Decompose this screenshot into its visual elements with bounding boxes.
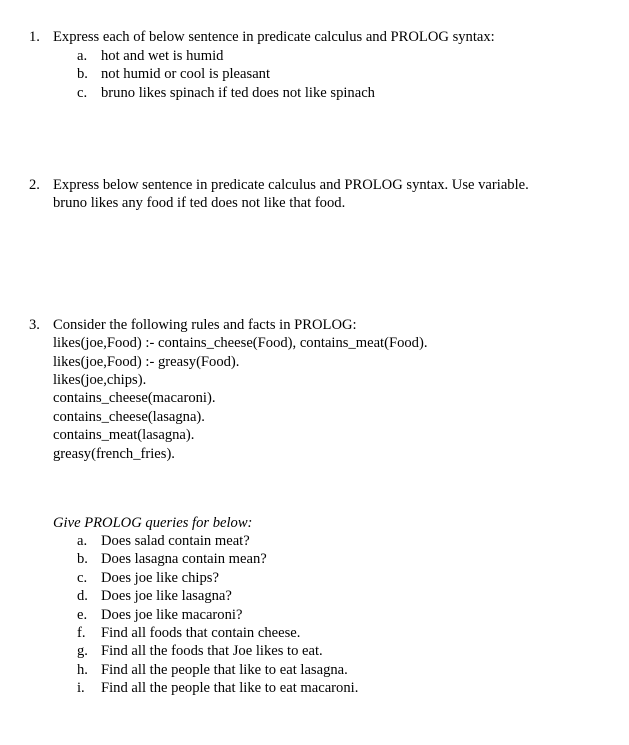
query-text: Does lasagna contain mean? [101, 551, 267, 567]
query-text: Does joe like macaroni? [101, 607, 243, 623]
query-text: Find all foods that contain cheese. [101, 625, 301, 641]
query-letter: a. [77, 533, 88, 549]
question-1-item-letter: c. [77, 85, 88, 101]
question-1-item-text: not humid or cool is pleasant [101, 66, 271, 82]
query-text: Does joe like lasagna? [101, 588, 232, 604]
prolog-code-line: contains_cheese(lasagna). [53, 409, 205, 425]
prolog-code-line: greasy(french_fries). [53, 446, 175, 462]
question-2-number: 2. [29, 177, 40, 193]
question-3-prompt: Consider the following rules and facts in PROLOG: [53, 317, 357, 333]
question-1-item-letter: b. [77, 66, 88, 82]
question-1-prompt: Express each of below sentence in predicate calculus and PROLOG syntax: [53, 29, 495, 45]
question-3-number: 3. [29, 317, 40, 333]
query-text: Find all the people that like to eat lasagna. [101, 662, 348, 678]
query-text: Does joe like chips? [101, 570, 219, 586]
prolog-code-line: likes(joe,chips). [53, 372, 147, 388]
query-text: Does salad contain meat? [101, 533, 250, 549]
question-1-number: 1. [29, 29, 40, 45]
query-letter: h. [77, 662, 88, 678]
question-1-item-letter: a. [77, 48, 88, 64]
query-text: Find all the foods that Joe likes to eat. [101, 643, 323, 659]
question-2-sentence: bruno likes any food if ted does not like that food. [53, 195, 346, 211]
prolog-code-line: contains_cheese(macaroni). [53, 390, 216, 406]
query-text: Find all the people that like to eat macaroni. [101, 680, 359, 696]
query-letter: d. [77, 588, 88, 604]
query-letter: f. [77, 625, 86, 641]
query-letter: c. [77, 570, 88, 586]
queries-heading: Give PROLOG queries for below: [53, 515, 253, 531]
query-letter: i. [77, 680, 85, 696]
query-letter: g. [77, 643, 88, 659]
prolog-code-line: contains_meat(lasagna). [53, 427, 195, 443]
prolog-code-line: likes(joe,Food) :- contains_cheese(Food), contains_meat(Food). [53, 335, 428, 351]
prolog-code-line: likes(joe,Food) :- greasy(Food). [53, 354, 240, 370]
query-letter: b. [77, 551, 88, 567]
question-1-item-text: hot and wet is humid [101, 48, 224, 64]
question-1-item-text: bruno likes spinach if ted does not like spinach [101, 85, 375, 101]
question-2-prompt: Express below sentence in predicate calculus and PROLOG syntax. Use variable. [53, 177, 529, 193]
query-letter: e. [77, 607, 88, 623]
